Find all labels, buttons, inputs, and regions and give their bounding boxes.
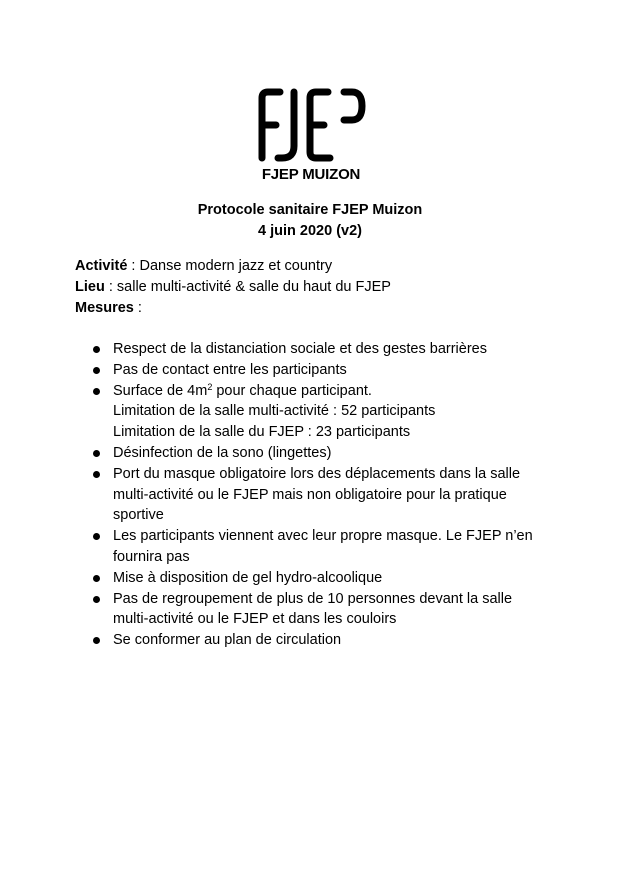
list-item-text: Pas de regroupement de plus de 10 personnes devant la salle multi-activité ou le FJEP et dans les couloirs <box>113 590 513 628</box>
logo-text: FJEP MUIZON <box>261 166 361 183</box>
list-item <box>0 339 543 360</box>
activity-value: Danse modern jazz et country <box>139 258 333 274</box>
bullet-icon <box>93 471 100 478</box>
info-block <box>75 256 595 319</box>
activity-separator: : <box>127 258 140 274</box>
list-item <box>0 568 543 589</box>
bullet-icon <box>93 575 100 582</box>
activity-line <box>75 256 595 277</box>
place-line <box>75 277 595 298</box>
document-title: Protocole sanitaire FJEP Muizon <box>197 202 423 218</box>
bullet-icon <box>93 596 100 603</box>
list-item-text: Port du masque obligatoire lors des déplacements dans la salle multi-activité ou le FJEP mais non obligatoire pour la pratique sportive <box>113 465 521 524</box>
list-item-text: Désinfection de la sono (lingettes) <box>113 444 332 461</box>
list-item-text: Mise à disposition de gel hydro-alcoolique <box>113 569 383 586</box>
activity-label: Activité <box>75 258 128 274</box>
bullet-icon <box>93 450 100 457</box>
list-item-text: Les participants viennent avec leur propre masque. Le FJEP n’en fournira pas <box>113 528 533 565</box>
bullet-icon <box>93 533 100 540</box>
room-limit-line: Limitation de la salle du FJEP : 23 participants <box>113 424 411 441</box>
measures-line <box>75 298 595 319</box>
measures-separator: : <box>133 300 142 316</box>
list-item <box>0 526 543 568</box>
list-item <box>0 443 543 464</box>
room-limit-line: Limitation de la salle multi-activité : 52 participants <box>113 403 436 420</box>
bullet-icon <box>93 388 100 395</box>
list-item <box>0 464 543 526</box>
list-item-text: Pas de contact entre les participants <box>113 361 347 378</box>
list-item-text: Respect de la distanciation sociale et des gestes barrières <box>113 341 487 357</box>
place-value: salle multi-activité & salle du haut du FJEP <box>116 279 391 295</box>
fjep-logo <box>255 88 367 188</box>
place-separator: : <box>104 279 117 295</box>
bullet-icon <box>93 367 100 374</box>
place-label: Lieu <box>75 279 105 295</box>
list-item <box>0 360 543 381</box>
list-item-text-before: Surface de 4m <box>113 382 208 399</box>
fjep-logo-icon <box>258 88 366 162</box>
list-item <box>0 630 543 651</box>
list-item <box>0 381 543 443</box>
list-item-text-after: pour chaque participant. <box>212 382 372 399</box>
document-date: 4 juin 2020 (v2) <box>258 223 362 239</box>
measures-label: Mesures <box>75 300 134 316</box>
bullet-icon <box>93 637 100 644</box>
list-item-text: Se conformer au plan de circulation <box>113 632 342 649</box>
measures-list <box>0 339 620 651</box>
bullet-icon <box>93 346 100 353</box>
superscript: 2 <box>207 381 213 392</box>
list-item <box>0 589 543 631</box>
